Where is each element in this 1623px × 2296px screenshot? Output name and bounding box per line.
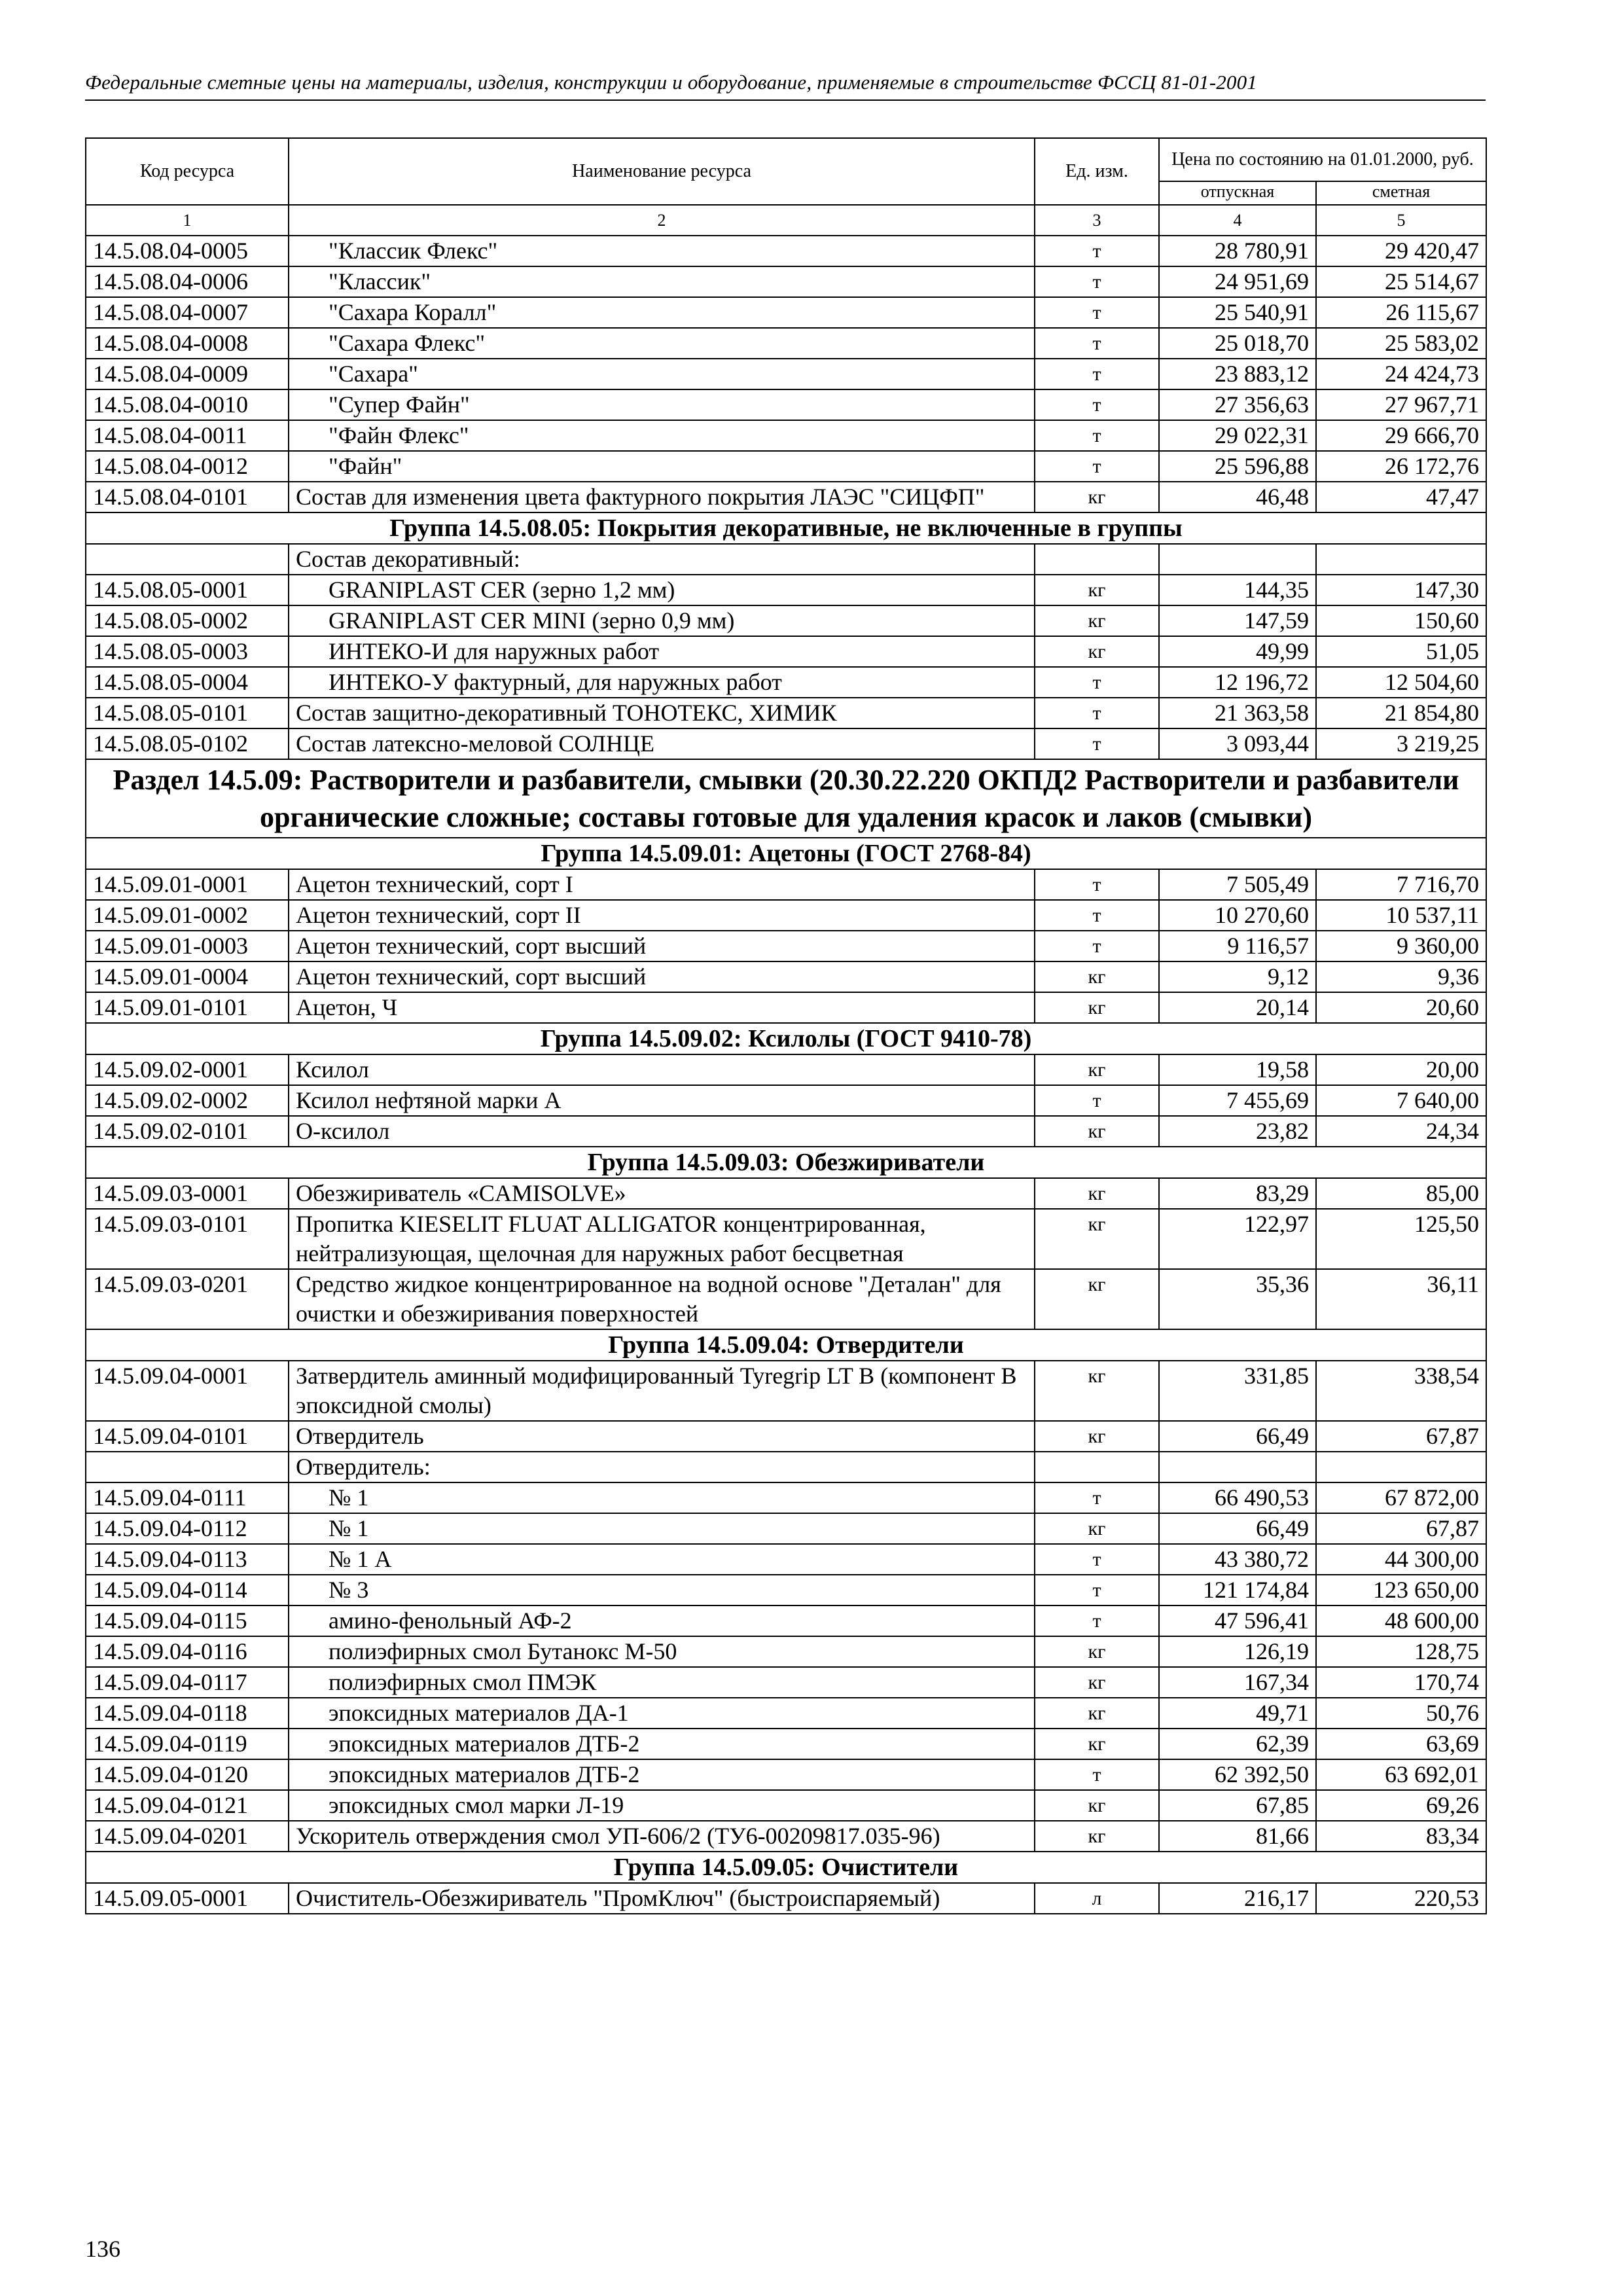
resource-code: 14.5.09.01-0002 [86,900,289,931]
table-row [86,1361,1486,1421]
resource-code: 14.5.08.04-0009 [86,359,289,389]
estimate-price: 51,05 [1316,636,1486,667]
release-price: 49,71 [1159,1698,1316,1729]
resource-code: 14.5.08.05-0002 [86,605,289,636]
col-header-unit: Ед. изм. [1035,138,1159,205]
table-row [86,1054,1486,1085]
resource-unit: кг [1035,636,1159,667]
release-price: 28 780,91 [1159,236,1316,266]
resource-name: Ксилол нефтяной марки А [289,1085,1035,1116]
resource-code: 14.5.09.04-0201 [86,1821,289,1852]
resource-name: полиэфирных смол ПМЭК [289,1667,1035,1698]
resource-unit: кг [1035,482,1159,512]
table-row [86,575,1486,605]
table-row [86,992,1486,1023]
resource-name: Средство жидкое концентрированное на водной основе "Деталан" для очистки и обезжиривания поверхностей [289,1269,1035,1329]
estimate-price: 29 420,47 [1316,236,1486,266]
resource-name: Состав защитно-декоративный ТОНОТЕКС, ХИМИК [289,698,1035,728]
release-price: 25 018,70 [1159,328,1316,359]
resource-code: 14.5.09.03-0101 [86,1209,289,1269]
resource-unit: кг [1035,1513,1159,1544]
release-price: 25 540,91 [1159,297,1316,328]
resource-unit: кг [1035,1054,1159,1085]
empty-release-cell [1159,1452,1316,1482]
table-row [86,1116,1486,1147]
resource-code: 14.5.09.04-0116 [86,1636,289,1667]
resource-unit: т [1035,266,1159,297]
price-table [85,137,1487,1914]
resource-unit: т [1035,900,1159,931]
group-heading: Группа 14.5.09.04: Отвердители [86,1329,1486,1361]
table-row [86,328,1486,359]
release-price: 9,12 [1159,961,1316,992]
resource-unit: кг [1035,1269,1159,1329]
resource-code: 14.5.09.03-0201 [86,1269,289,1329]
resource-unit: т [1035,869,1159,900]
release-price: 122,97 [1159,1209,1316,1269]
resource-unit: т [1035,698,1159,728]
estimate-price: 69,26 [1316,1790,1486,1821]
resource-name: эпоксидных материалов ДТБ-2 [289,1759,1035,1790]
resource-name: О-ксилол [289,1116,1035,1147]
group-heading-row [86,1329,1486,1361]
col-number: 3 [1035,205,1159,236]
table-body [86,236,1486,1914]
resource-name: "Классик" [289,266,1035,297]
table-row [86,420,1486,451]
resource-name: "Супер Файн" [289,389,1035,420]
group-heading-row [86,1147,1486,1178]
resource-name: Ацетон технический, сорт высший [289,931,1035,961]
estimate-price: 147,30 [1316,575,1486,605]
release-price: 25 596,88 [1159,451,1316,482]
estimate-price: 220,53 [1316,1883,1486,1914]
estimate-price: 10 537,11 [1316,900,1486,931]
estimate-price: 67,87 [1316,1421,1486,1452]
section-heading: Раздел 14.5.09: Растворители и разбавители, смывки (20.30.22.220 ОКПД2 Растворители и разбавители органические сложные; составы готовые для удаления красок и лаков (смывки) [86,759,1486,838]
table-row [86,667,1486,698]
resource-unit: кг [1035,1209,1159,1269]
resource-name: Ацетон технический, сорт I [289,869,1035,900]
resource-unit: т [1035,1575,1159,1605]
release-price: 20,14 [1159,992,1316,1023]
resource-code: 14.5.09.04-0118 [86,1698,289,1729]
resource-unit: кг [1035,961,1159,992]
resource-unit: т [1035,1482,1159,1513]
release-price: 81,66 [1159,1821,1316,1852]
resource-unit: т [1035,389,1159,420]
table-row [86,1269,1486,1329]
resource-code: 14.5.08.04-0101 [86,482,289,512]
empty-estimate-cell [1316,1452,1486,1482]
resource-unit: кг [1035,1178,1159,1209]
estimate-price: 63 692,01 [1316,1759,1486,1790]
estimate-price: 9,36 [1316,961,1486,992]
resource-name: GRANIPLAST CER MINI (зерно 0,9 мм) [289,605,1035,636]
release-price: 47 596,41 [1159,1605,1316,1636]
estimate-price: 3 219,25 [1316,728,1486,759]
table-row [86,1513,1486,1544]
resource-name: Очиститель-Обезжириватель "ПромКлюч" (быстроиспаряемый) [289,1883,1035,1914]
table-row [86,1575,1486,1605]
release-price: 126,19 [1159,1636,1316,1667]
resource-name: "Сахара" [289,359,1035,389]
table-row [86,1178,1486,1209]
estimate-price: 7 640,00 [1316,1085,1486,1116]
resource-name: № 1 [289,1482,1035,1513]
resource-name: № 1 [289,1513,1035,1544]
section-heading-row [86,759,1486,838]
group-heading: Группа 14.5.09.02: Ксилолы (ГОСТ 9410-78) [86,1023,1486,1054]
resource-name: Затвердитель аминный модифицированный Tyregrip LT B (компонент В эпоксидной смолы) [289,1361,1035,1421]
table-row [86,961,1486,992]
resource-unit: кг [1035,575,1159,605]
estimate-price: 27 967,71 [1316,389,1486,420]
table-row [86,1790,1486,1821]
release-price: 23 883,12 [1159,359,1316,389]
estimate-price: 123 650,00 [1316,1575,1486,1605]
estimate-price: 170,74 [1316,1667,1486,1698]
table-row [86,1209,1486,1269]
column-number-row [86,205,1486,236]
resource-code: 14.5.08.04-0010 [86,389,289,420]
release-price: 10 270,60 [1159,900,1316,931]
estimate-price: 20,60 [1316,992,1486,1023]
estimate-price: 47,47 [1316,482,1486,512]
estimate-price: 12 504,60 [1316,667,1486,698]
table-row [86,1729,1486,1759]
resource-name: Состав для изменения цвета фактурного покрытия ЛАЭС "СИЦФП" [289,482,1035,512]
resource-name: ИНТЕКО-У фактурный, для наружных работ [289,667,1035,698]
resource-code: 14.5.09.01-0004 [86,961,289,992]
estimate-price: 7 716,70 [1316,869,1486,900]
estimate-price: 9 360,00 [1316,931,1486,961]
table-row [86,1883,1486,1914]
resource-name: Состав латексно-меловой СОЛНЦЕ [289,728,1035,759]
resource-code: 14.5.09.05-0001 [86,1883,289,1914]
table-row [86,1698,1486,1729]
resource-code: 14.5.08.04-0006 [86,266,289,297]
col-number: 1 [86,205,289,236]
resource-code: 14.5.09.03-0001 [86,1178,289,1209]
resource-code: 14.5.08.05-0003 [86,636,289,667]
resource-unit: кг [1035,1116,1159,1147]
estimate-price: 67,87 [1316,1513,1486,1544]
release-price: 66,49 [1159,1513,1316,1544]
estimate-price: 50,76 [1316,1698,1486,1729]
resource-name: Ацетон технический, сорт высший [289,961,1035,992]
empty-unit-cell [1035,1452,1159,1482]
resource-name: № 1 А [289,1544,1035,1575]
resource-name: амино-фенольный АФ-2 [289,1605,1035,1636]
subheading: Состав декоративный: [289,544,1035,575]
resource-name: Ацетон, Ч [289,992,1035,1023]
empty-estimate-cell [1316,544,1486,575]
estimate-price: 25 583,02 [1316,328,1486,359]
resource-unit: кг [1035,1361,1159,1421]
resource-code: 14.5.09.02-0001 [86,1054,289,1085]
resource-name: Обезжириватель «CAMISOLVE» [289,1178,1035,1209]
release-price: 21 363,58 [1159,698,1316,728]
resource-code: 14.5.09.04-0121 [86,1790,289,1821]
group-heading-row [86,512,1486,544]
resource-name: "Сахара Флекс" [289,328,1035,359]
resource-code: 14.5.08.05-0001 [86,575,289,605]
resource-code: 14.5.09.02-0101 [86,1116,289,1147]
table-row [86,1821,1486,1852]
table-row [86,900,1486,931]
resource-name: эпоксидных материалов ДА-1 [289,1698,1035,1729]
release-price: 62,39 [1159,1729,1316,1759]
estimate-price: 83,34 [1316,1821,1486,1852]
resource-name: "Файн Флекс" [289,420,1035,451]
resource-unit: кг [1035,605,1159,636]
release-price: 12 196,72 [1159,667,1316,698]
group-heading: Группа 14.5.09.03: Обезжириватели [86,1147,1486,1178]
resource-unit: т [1035,1085,1159,1116]
table-row [86,236,1486,266]
group-heading: Группа 14.5.09.01: Ацетоны (ГОСТ 2768-84) [86,838,1486,869]
resource-name: Ускоритель отверждения смол УП-606/2 (ТУ6-00209817.035-96) [289,1821,1035,1852]
resource-name: "Классик Флекс" [289,236,1035,266]
resource-code: 14.5.09.01-0101 [86,992,289,1023]
empty-release-cell [1159,544,1316,575]
estimate-price: 128,75 [1316,1636,1486,1667]
resource-name: Ксилол [289,1054,1035,1085]
resource-unit: т [1035,420,1159,451]
col-header-name: Наименование ресурса [289,138,1035,205]
resource-code: 14.5.09.04-0119 [86,1729,289,1759]
resource-unit: т [1035,1605,1159,1636]
release-price: 49,99 [1159,636,1316,667]
table-row [86,451,1486,482]
estimate-price: 29 666,70 [1316,420,1486,451]
release-price: 331,85 [1159,1361,1316,1421]
estimate-price: 24,34 [1316,1116,1486,1147]
release-price: 24 951,69 [1159,266,1316,297]
resource-code: 14.5.09.01-0001 [86,869,289,900]
table-row [86,359,1486,389]
table-row [86,728,1486,759]
subheading: Отвердитель: [289,1452,1035,1482]
resource-unit: т [1035,328,1159,359]
resource-code: 14.5.09.02-0002 [86,1085,289,1116]
estimate-price: 36,11 [1316,1269,1486,1329]
resource-code: 14.5.09.04-0101 [86,1421,289,1452]
estimate-price: 85,00 [1316,1178,1486,1209]
resource-unit: кг [1035,1636,1159,1667]
resource-code: 14.5.09.04-0112 [86,1513,289,1544]
col-number: 2 [289,205,1035,236]
release-price: 83,29 [1159,1178,1316,1209]
table-row [86,1544,1486,1575]
resource-code: 14.5.08.05-0101 [86,698,289,728]
resource-code: 14.5.09.01-0003 [86,931,289,961]
resource-code: 14.5.08.04-0005 [86,236,289,266]
estimate-price: 26 115,67 [1316,297,1486,328]
col-header-code: Код ресурса [86,138,289,205]
release-price: 43 380,72 [1159,1544,1316,1575]
resource-code: 14.5.09.04-0115 [86,1605,289,1636]
resource-name: эпоксидных смол марки Л-19 [289,1790,1035,1821]
release-price: 27 356,63 [1159,389,1316,420]
release-price: 144,35 [1159,575,1316,605]
table-row [86,931,1486,961]
resource-unit: т [1035,667,1159,698]
resource-code: 14.5.08.05-0102 [86,728,289,759]
resource-unit: т [1035,236,1159,266]
group-heading-row [86,1023,1486,1054]
resource-unit: кг [1035,1821,1159,1852]
table-row [86,482,1486,512]
table-row [86,605,1486,636]
estimate-price: 48 600,00 [1316,1605,1486,1636]
subheading-row [86,1452,1486,1482]
estimate-price: 24 424,73 [1316,359,1486,389]
table-row [86,266,1486,297]
resource-code: 14.5.09.04-0120 [86,1759,289,1790]
col-header-price: Цена по состоянию на 01.01.2000, руб. [1159,138,1486,181]
estimate-price: 44 300,00 [1316,1544,1486,1575]
resource-name: GRANIPLAST CER (зерно 1,2 мм) [289,575,1035,605]
estimate-price: 150,60 [1316,605,1486,636]
resource-unit: т [1035,1544,1159,1575]
resource-unit: т [1035,1759,1159,1790]
empty-unit-cell [1035,544,1159,575]
col-header-estimate: сметная [1316,181,1486,205]
resource-unit: т [1035,359,1159,389]
release-price: 29 022,31 [1159,420,1316,451]
release-price: 35,36 [1159,1269,1316,1329]
resource-code: 14.5.08.04-0012 [86,451,289,482]
table-row [86,869,1486,900]
resource-name: полиэфирных смол Бутанокс М-50 [289,1636,1035,1667]
estimate-price: 25 514,67 [1316,266,1486,297]
resource-name: "Файн" [289,451,1035,482]
table-row [86,1636,1486,1667]
col-header-release: отпускная [1159,181,1316,205]
table-header-row [86,138,1486,181]
estimate-price: 338,54 [1316,1361,1486,1421]
resource-name: ИНТЕКО-И для наружных работ [289,636,1035,667]
release-price: 66 490,53 [1159,1482,1316,1513]
release-price: 67,85 [1159,1790,1316,1821]
resource-unit: кг [1035,1421,1159,1452]
col-number: 4 [1159,205,1316,236]
table-row [86,1482,1486,1513]
table-row [86,698,1486,728]
resource-unit: кг [1035,1667,1159,1698]
resource-name: "Сахара Коралл" [289,297,1035,328]
release-price: 3 093,44 [1159,728,1316,759]
release-price: 147,59 [1159,605,1316,636]
release-price: 121 174,84 [1159,1575,1316,1605]
subheading-row [86,544,1486,575]
estimate-price: 67 872,00 [1316,1482,1486,1513]
table-row [86,297,1486,328]
table-row [86,636,1486,667]
resource-code: 14.5.08.05-0004 [86,667,289,698]
resource-name: Отвердитель [289,1421,1035,1452]
table-row [86,389,1486,420]
page-number: 136 [85,2236,120,2262]
table-row [86,1421,1486,1452]
group-heading: Группа 14.5.08.05: Покрытия декоративные, не включенные в группы [86,512,1486,544]
estimate-price: 21 854,80 [1316,698,1486,728]
resource-code: 14.5.09.04-0001 [86,1361,289,1421]
release-price: 216,17 [1159,1883,1316,1914]
estimate-price: 20,00 [1316,1054,1486,1085]
release-price: 19,58 [1159,1054,1316,1085]
resource-unit: кг [1035,1698,1159,1729]
group-heading-row [86,838,1486,869]
release-price: 66,49 [1159,1421,1316,1452]
resource-code: 14.5.08.04-0008 [86,328,289,359]
resource-code: 14.5.09.04-0111 [86,1482,289,1513]
empty-code-cell [86,544,289,575]
resource-name: эпоксидных материалов ДТБ-2 [289,1729,1035,1759]
col-number: 5 [1316,205,1486,236]
resource-unit: кг [1035,1729,1159,1759]
release-price: 167,34 [1159,1667,1316,1698]
resource-code: 14.5.08.04-0011 [86,420,289,451]
table-row [86,1085,1486,1116]
release-price: 9 116,57 [1159,931,1316,961]
group-heading-row [86,1852,1486,1883]
resource-unit: кг [1035,992,1159,1023]
resource-code: 14.5.09.04-0113 [86,1544,289,1575]
table-row [86,1667,1486,1698]
release-price: 46,48 [1159,482,1316,512]
estimate-price: 125,50 [1316,1209,1486,1269]
resource-unit: л [1035,1883,1159,1914]
resource-unit: т [1035,728,1159,759]
estimate-price: 63,69 [1316,1729,1486,1759]
release-price: 62 392,50 [1159,1759,1316,1790]
release-price: 7 505,49 [1159,869,1316,900]
resource-unit: т [1035,931,1159,961]
resource-unit: кг [1035,1790,1159,1821]
table-row [86,1759,1486,1790]
resource-unit: т [1035,451,1159,482]
resource-code: 14.5.09.04-0117 [86,1667,289,1698]
group-heading: Группа 14.5.09.05: Очистители [86,1852,1486,1883]
resource-unit: т [1035,297,1159,328]
resource-name: № 3 [289,1575,1035,1605]
resource-name: Пропитка KIESELIT FLUAT ALLIGATOR концентрированная, нейтрализующая, щелочная для наружных работ бесцветная [289,1209,1035,1269]
empty-code-cell [86,1452,289,1482]
resource-name: Ацетон технический, сорт II [289,900,1035,931]
table-row [86,1605,1486,1636]
release-price: 7 455,69 [1159,1085,1316,1116]
resource-code: 14.5.08.04-0007 [86,297,289,328]
resource-code: 14.5.09.04-0114 [86,1575,289,1605]
release-price: 23,82 [1159,1116,1316,1147]
estimate-price: 26 172,76 [1316,451,1486,482]
running-header: Федеральные сметные цены на материалы, изделия, конструкции и оборудование, применяемые в строительстве ФССЦ 81-01-2001 [85,71,1486,101]
